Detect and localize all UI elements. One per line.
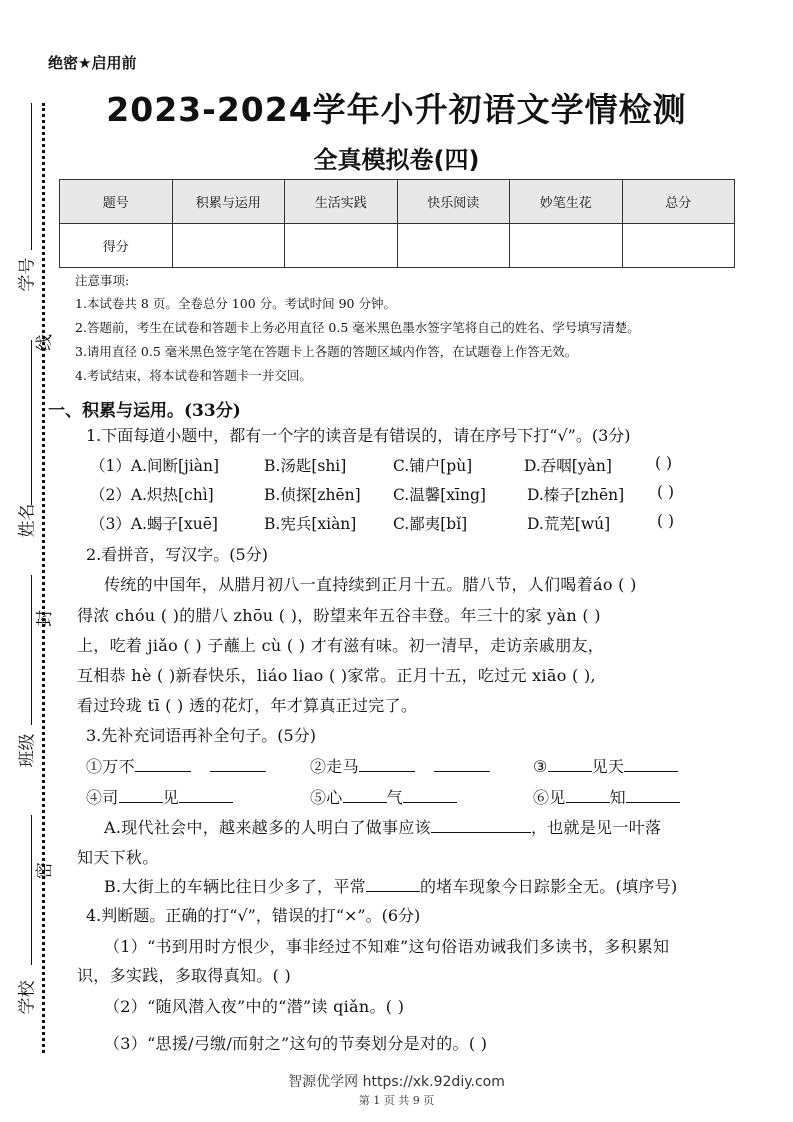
q1-row2-d: D.榛子[zhēn]	[527, 486, 625, 504]
q4-item3: （3）“思援/弓缴/而射之”这句的节奏划分是对的。( )	[104, 1034, 488, 1053]
xuexiao-fill-line	[31, 815, 32, 965]
q3-word-prefix: ②走马	[310, 757, 359, 776]
score-table	[59, 179, 735, 268]
score-cell: 题号	[60, 180, 173, 224]
score-table-score-row	[60, 224, 735, 268]
fill-blank[interactable]	[366, 876, 420, 892]
q1-row2-b: B.侦探[zhēn]	[264, 486, 361, 504]
q1-row3-c: C.鄙夷[bǐ]	[393, 515, 468, 533]
q2-line: 得浓 chóu ( )的腊八 zhōu ( )，盼望来年五谷丰登。年三十的家 yàn ( )	[77, 606, 601, 625]
fill-blank[interactable]	[359, 756, 415, 772]
page-number: 第 1 页 共 9 页	[358, 1094, 435, 1107]
margin-label-xuexiao: 学校	[17, 980, 38, 1015]
q1-row3-b: B.宪兵[xiàn]	[264, 515, 357, 533]
score-input-cell[interactable]	[285, 224, 398, 268]
fill-blank[interactable]	[135, 756, 191, 772]
note-item: 3.请用直径 0.5 毫米黑色签字笔在答题卡上各题的答题区域内作答，在试题卷上作答无效。	[75, 344, 578, 359]
q3-word-prefix: ⑥见	[533, 788, 566, 807]
q1-row3-a: （3）A.蝎子[xuē]	[90, 515, 218, 533]
fill-blank[interactable]	[343, 787, 387, 803]
q3-sentence-b	[104, 874, 678, 897]
q3-word-prefix: ④司	[86, 788, 119, 807]
binding-dotted-line	[42, 103, 45, 1053]
q3-sentence-a-cont: 知天下秋。	[77, 848, 159, 867]
watermark-text: 智源优学网 https://xk.92diy.com	[288, 1074, 505, 1090]
margin-label-mi: 密	[35, 862, 55, 879]
q3-word-part: 见	[162, 788, 179, 807]
q1-row1-answer[interactable]: ( )	[655, 454, 673, 472]
q1-row1-a: （1）A.间断[jiàn]	[90, 457, 220, 475]
fill-blank[interactable]	[210, 756, 266, 772]
fill-blank[interactable]	[403, 787, 457, 803]
fill-blank[interactable]	[624, 756, 678, 772]
score-input-cell[interactable]	[510, 224, 623, 268]
score-table-header-row	[60, 180, 735, 224]
question-4-stem: 4.判断题。正确的打“√”，错误的打“×”。(6分)	[86, 906, 421, 925]
question-2-stem: 2.看拼音，写汉字。(5分)	[86, 545, 268, 564]
fill-blank[interactable]	[179, 787, 233, 803]
score-cell: 积累与运用	[172, 180, 285, 224]
q2-line: 传统的中国年，从腊月初八一直持续到正月十五。腊八节，人们喝着áo ( )	[104, 575, 637, 594]
q1-row3-d: D.荒芜[wú]	[527, 515, 611, 533]
q3-sentence-a-text2: ，也就是见一叶落	[530, 818, 662, 837]
q3-sentence-a-text: A.现代社会中，越来越多的人明白了做事应该	[104, 818, 431, 837]
question-1-stem: 1.下面每道小题中，都有一个字的读音是有错误的，请在序号下打“√”。(3分)	[86, 426, 631, 445]
q3-word-prefix: ⑤心	[310, 788, 343, 807]
score-input-cell[interactable]	[622, 224, 735, 268]
q3-sentence-b-text: B.大街上的车辆比往日少多了，平常	[104, 877, 366, 896]
fill-blank[interactable]	[434, 756, 490, 772]
q3-row2-item2	[310, 785, 457, 808]
q1-row2-a: （2）A.炽热[chì]	[90, 486, 214, 504]
note-item: 2.答题前，考生在试卷和答题卡上务必用直径 0.5 毫米黑色墨水签字笔将自己的姓名、学号填写清楚。	[75, 320, 640, 335]
q3-word-prefix: ①万不	[86, 757, 135, 776]
note-item: 4.考试结束，将本试卷和答题卡一并交回。	[75, 368, 312, 383]
margin-label-xingming: 姓名	[17, 503, 38, 538]
q1-row2-c: C.温馨[xīng]	[393, 486, 486, 504]
q3-word-part: 知	[609, 788, 626, 807]
q3-row2-item1	[86, 785, 233, 808]
q3-sentence-b-text2: 的堵车现象今日踪影全无。(填序号)	[419, 877, 678, 896]
margin-label-xuehao: 学号	[17, 257, 38, 292]
exam-subtitle: 全真模拟卷(四)	[313, 146, 480, 174]
q3-word-prefix: ③	[533, 757, 548, 776]
q4-item1: （1）“书到用时方恨少，事非经过不知难”这句俗语劝诫我们多读书，多积累知	[104, 937, 670, 956]
fill-blank[interactable]	[431, 817, 531, 833]
q3-row1-item1	[86, 754, 266, 777]
q1-row1-c: C.铺户[pù]	[393, 457, 473, 475]
q3-sentence-a	[104, 815, 661, 838]
question-3-stem: 3.先补充词语再补全句子。(5分)	[86, 726, 316, 745]
banji-fill-line	[31, 575, 32, 725]
score-cell: 总分	[622, 180, 735, 224]
margin-label-banji: 班级	[17, 733, 38, 768]
confidential-label: 绝密★启用前	[48, 54, 137, 72]
q1-row1-d: D.吞咽[yàn]	[524, 457, 612, 475]
q4-item2: （2）“随风潜入夜”中的“潜”读 qiǎn。( )	[104, 997, 405, 1016]
q3-row1-item3	[533, 754, 678, 777]
q3-word-part: 气	[386, 788, 403, 807]
fill-blank[interactable]	[626, 787, 680, 803]
score-cell: 妙笔生花	[510, 180, 623, 224]
q3-row1-item2	[310, 754, 490, 777]
q2-line: 看过玲珑 tī ( ) 透的花灯，年才算真正过完了。	[77, 696, 418, 715]
q1-row1-b: B.汤匙[shi]	[264, 457, 347, 475]
q3-word-part: 见天	[591, 757, 625, 776]
notes-title: 注意事项:	[75, 273, 130, 288]
exam-title: 2023-2024学年小升初语文学情检测	[106, 90, 687, 129]
score-input-cell[interactable]	[172, 224, 285, 268]
q3-row2-item3	[533, 785, 680, 808]
fill-blank[interactable]	[548, 756, 592, 772]
score-cell: 生活实践	[285, 180, 398, 224]
q2-line: 互相恭 hè ( )新春快乐，liáo liao ( )家常。正月十五，吃过元 xiāo ( ),	[77, 666, 596, 685]
fill-blank[interactable]	[119, 787, 163, 803]
score-cell: 快乐阅读	[397, 180, 510, 224]
note-item: 1.本试卷共 8 页。全卷总分 100 分。考试时间 90 分钟。	[75, 296, 396, 311]
xingming-fill-line	[31, 340, 32, 505]
margin-label-xian: 线	[35, 334, 55, 351]
q4-item1-cont: 识，多实践，多取得真知。( )	[77, 966, 292, 985]
q1-row2-answer[interactable]: ( )	[657, 483, 675, 501]
margin-label-feng: 封	[35, 610, 55, 627]
fill-blank[interactable]	[566, 787, 610, 803]
score-input-cell[interactable]	[397, 224, 510, 268]
q2-line: 上，吃着 jiǎo ( ) 子蘸上 cù ( ) 才有滋有味。初一清早，走访亲戚朋友，	[77, 636, 605, 655]
q1-row3-answer[interactable]: ( )	[657, 512, 675, 530]
section-title: 一、积累与运用。(33分)	[48, 401, 241, 421]
score-row-label: 得分	[60, 224, 173, 268]
